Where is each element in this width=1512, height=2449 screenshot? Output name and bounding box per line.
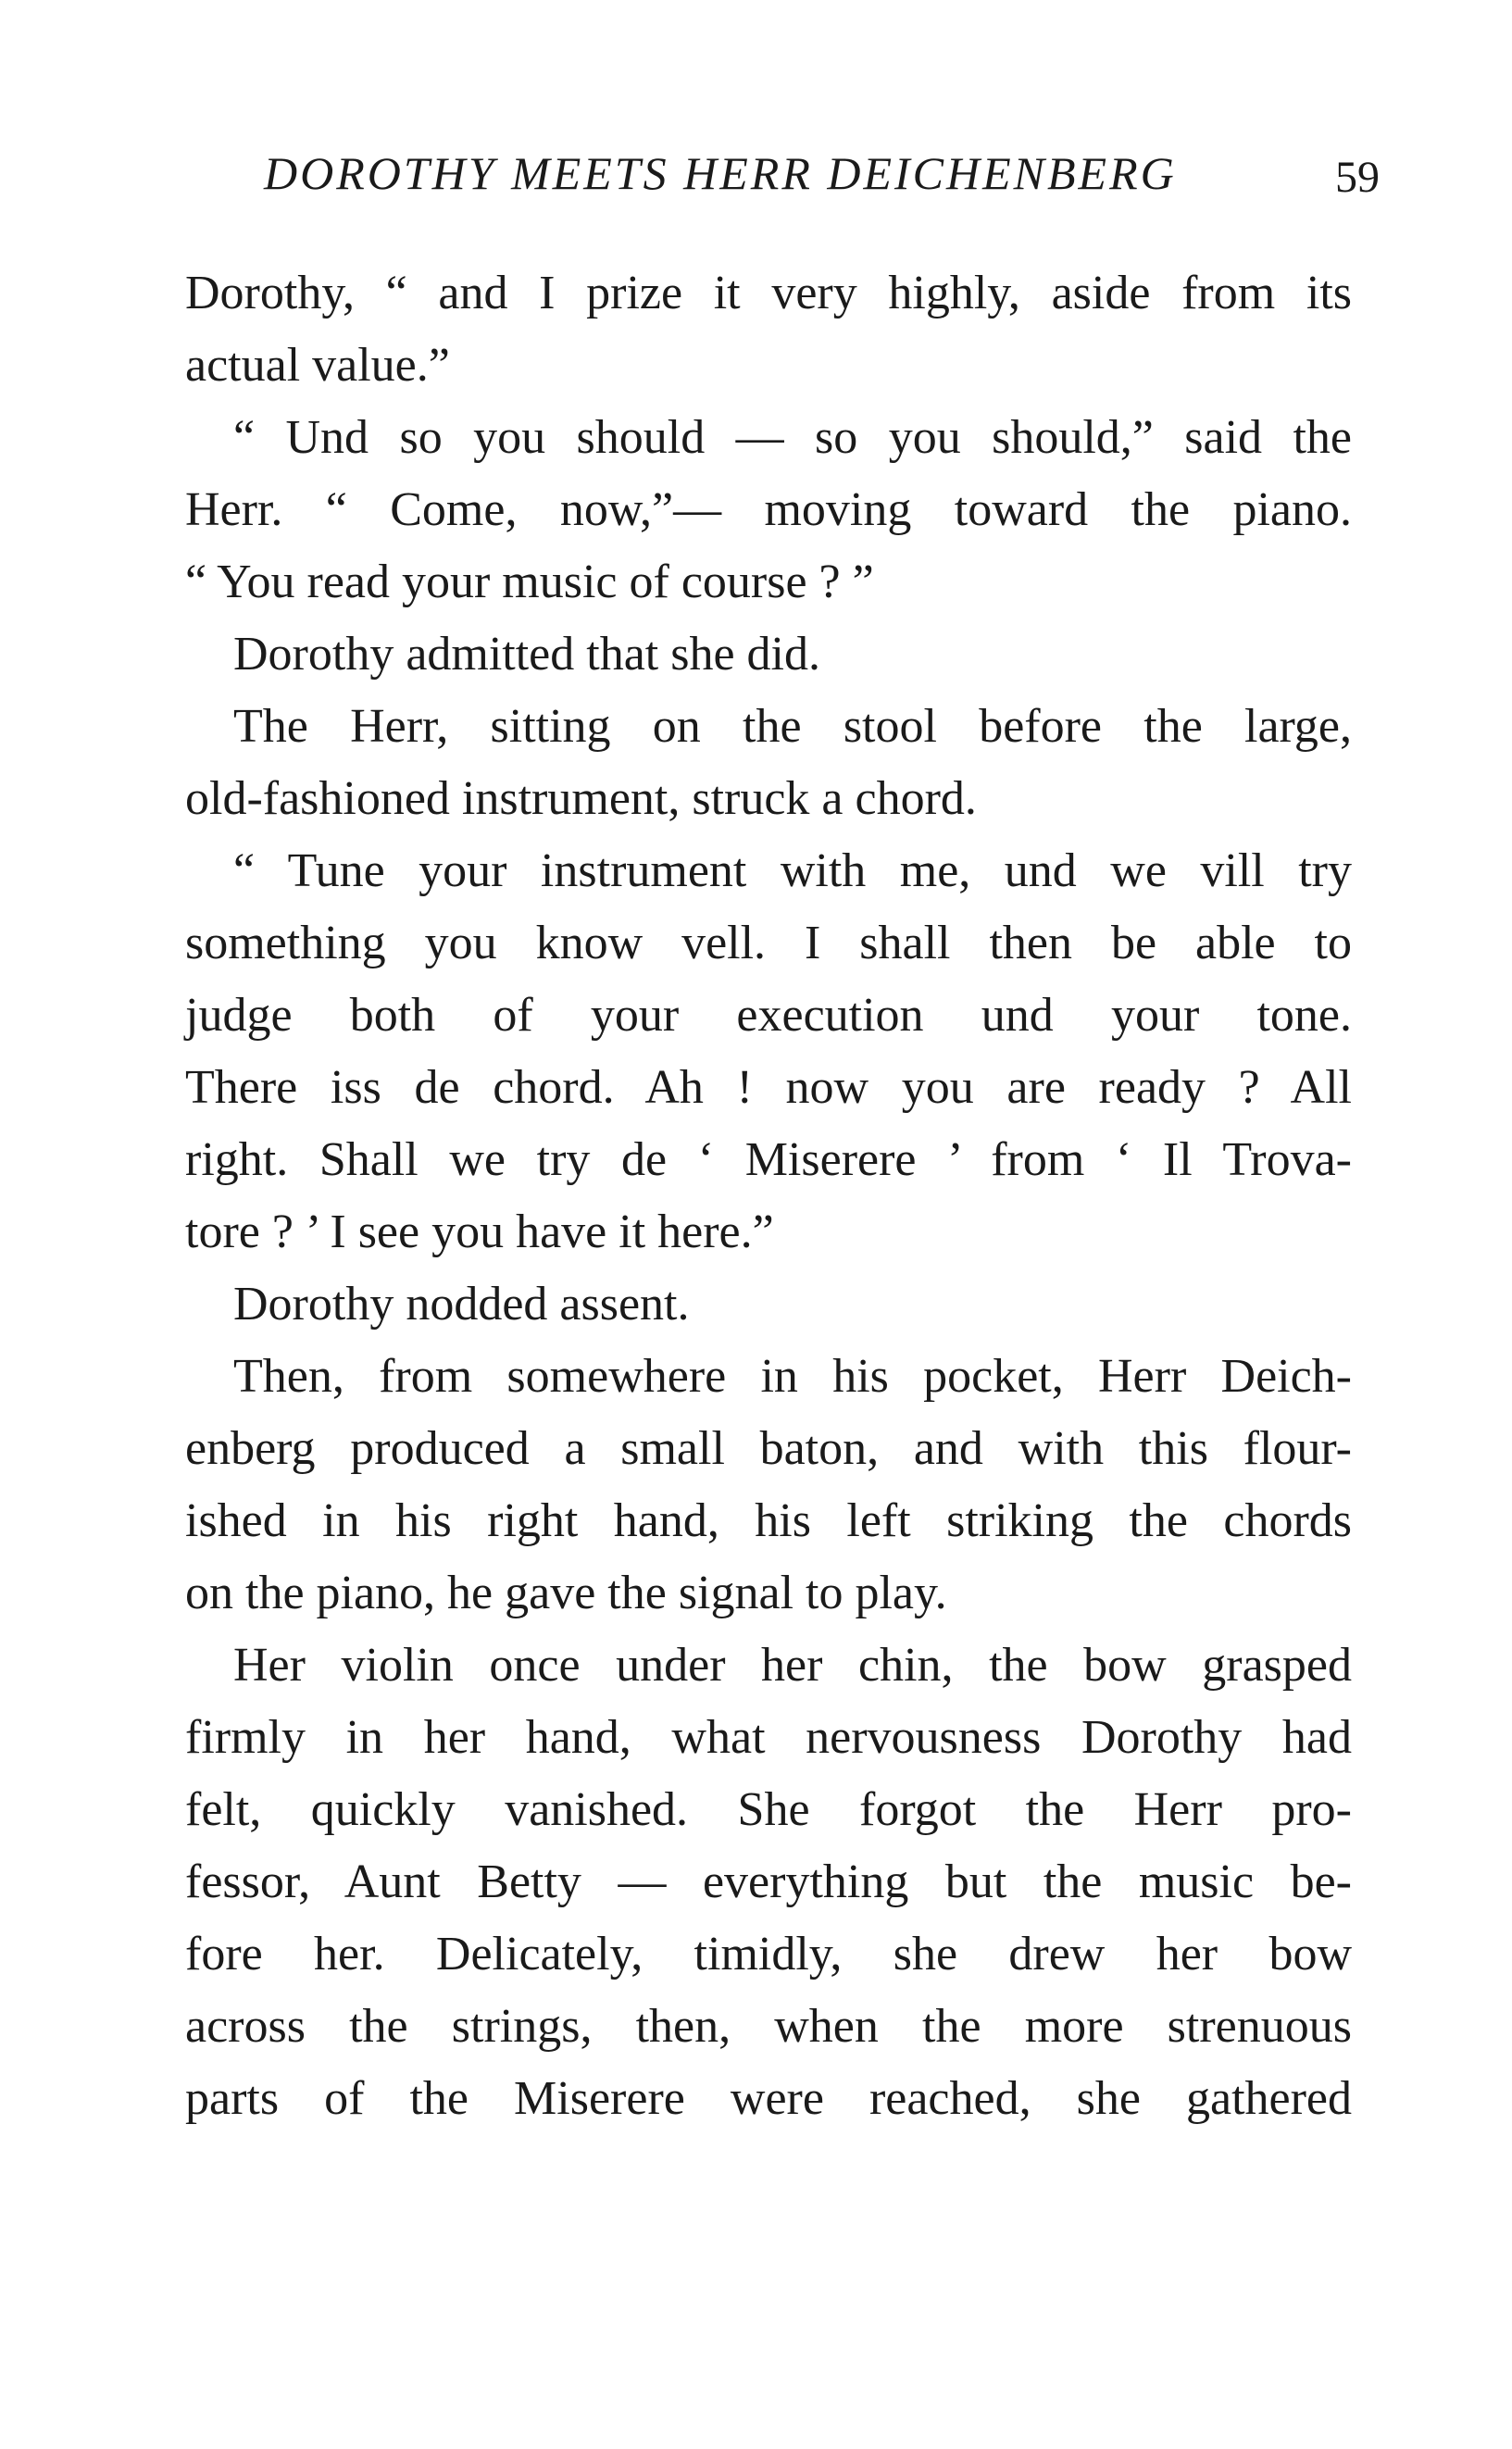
text-line: judge both of your execution und your tone.	[185, 989, 1352, 1042]
text-line: “ Und so you should — so you should,” said the	[233, 411, 1352, 464]
text-line: across the strings, then, when the more strenuous	[185, 2000, 1352, 2053]
text-line: Dorothy, “ and I prize it very highly, aside from its	[185, 267, 1352, 319]
body-text	[185, 257, 1352, 2135]
text-line: Her violin once under her chin, the bow grasped	[233, 1639, 1352, 1692]
text-line: actual value.”	[185, 339, 450, 392]
text-line: felt, quickly vanished. She forgot the Herr pro-	[185, 1783, 1352, 1836]
text-line: firmly in her hand, what nervousness Dorothy had	[185, 1711, 1352, 1764]
text-line: Herr. “ Come, now,”— moving toward the piano.	[185, 483, 1352, 536]
text-line: enberg produced a small baton, and with this flour-	[185, 1422, 1352, 1475]
running-title: DOROTHY MEETS HERR DEICHENBERG	[264, 147, 1177, 199]
text-line: parts of the Miserere were reached, she gathered	[185, 2072, 1352, 2125]
page-number: 59	[1335, 153, 1380, 202]
text-line: right. Shall we try de ‘ Miserere ’ from ‘ Il Trova-	[185, 1133, 1352, 1186]
text-line: ished in his right hand, his left striking the chords	[185, 1494, 1352, 1547]
text-line: something you know vell. I shall then be able to	[185, 917, 1352, 969]
text-line: There iss de chord. Ah ! now you are ready ? All	[185, 1061, 1352, 1114]
text-line: Dorothy admitted that she did.	[233, 628, 821, 681]
text-line: tore ? ’ I see you have it here.”	[185, 1206, 774, 1258]
text-line: The Herr, sitting on the stool before the large,	[233, 700, 1352, 753]
text-line: fessor, Aunt Betty — everything but the music be-	[185, 1855, 1352, 1908]
text-line: on the piano, he gave the signal to play.	[185, 1567, 947, 1619]
text-line: old-fashioned instrument, struck a chord.	[185, 772, 977, 825]
text-line: “ You read your music of course ? ”	[185, 556, 874, 608]
text-line: Then, from somewhere in his pocket, Herr Deich-	[233, 1350, 1352, 1403]
running-head	[185, 139, 1380, 213]
text-line: “ Tune your instrument with me, und we vill try	[233, 844, 1352, 897]
text-line: Dorothy nodded assent.	[233, 1278, 690, 1331]
text-line: fore her. Delicately, timidly, she drew her bow	[185, 1928, 1352, 1980]
